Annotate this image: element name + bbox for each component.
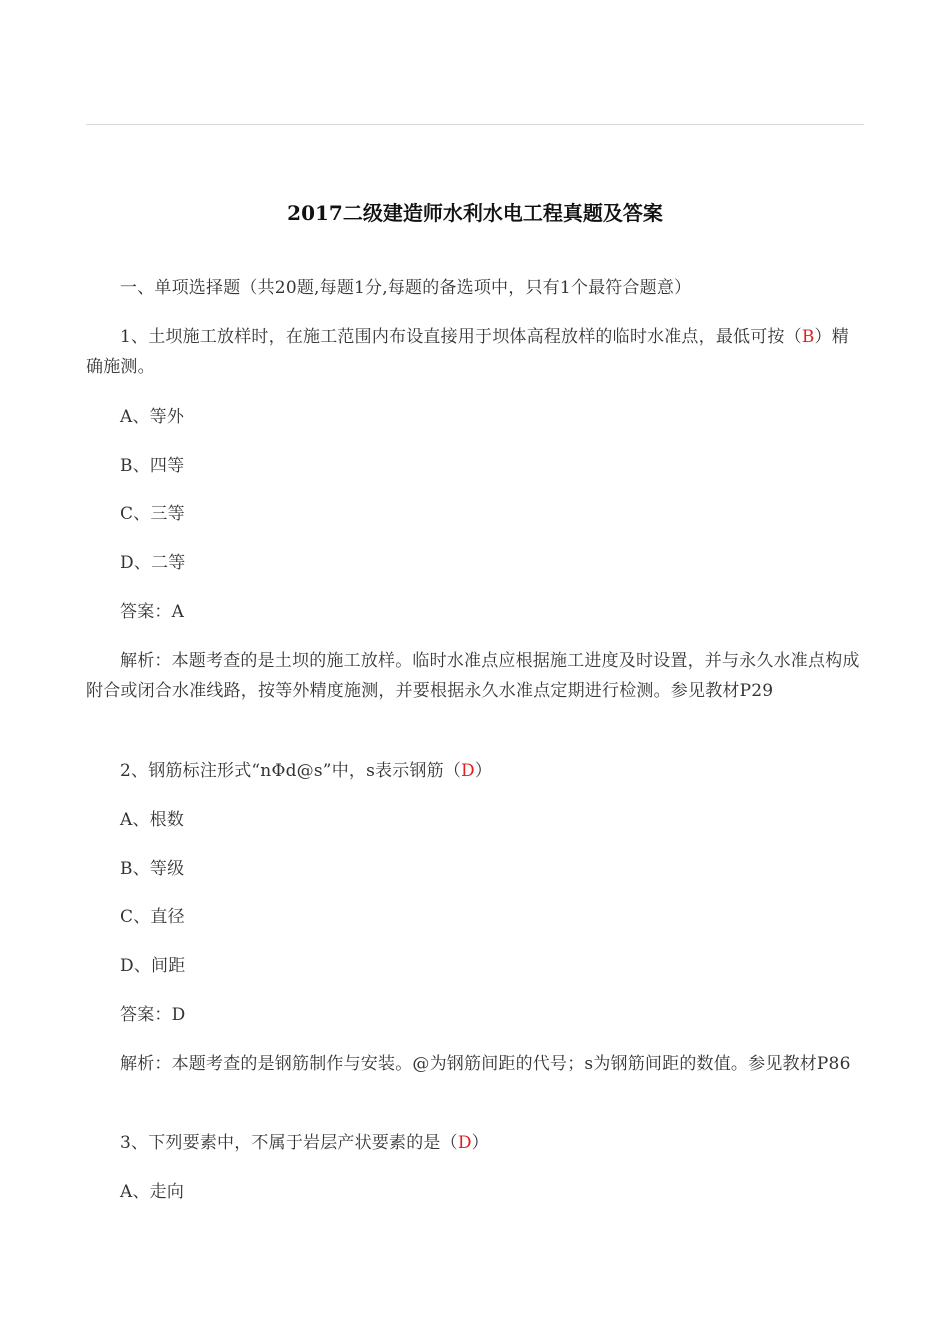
question-2-option-c: C、直径: [120, 907, 185, 927]
question-1-stem-after: ）精确施测。: [86, 327, 849, 377]
question-3-stem: [86, 1128, 864, 1158]
question-2-answer-mark: D: [461, 761, 475, 781]
question-1-option-b: B、四等: [120, 456, 185, 476]
question-1-option-d: D、二等: [120, 553, 186, 573]
question-1-answer-mark: B: [801, 327, 815, 347]
question-2-stem: [86, 756, 864, 786]
question-2-option-a: A、根数: [120, 810, 185, 830]
question-2-stem-after: ）: [474, 761, 493, 781]
question-2-option-b: B、等级: [120, 859, 185, 879]
question-1-analysis: 解析：本题考查的是土坝的施工放样。临时水准点应根据施工进度及时设置，并与永久水准点构成附合或闭合水准线路，按等外精度施测，并要根据永久水准点定期进行检测。参见教材P29: [86, 651, 860, 701]
question-1-stem-before: 1、土坝施工放样时，在施工范围内布设直接用于坝体高程放样的临时水准点，最低可按（: [120, 327, 802, 347]
question-3-option-a: A、走向: [120, 1182, 185, 1202]
question-1-option-a: A、等外: [120, 407, 185, 427]
question-2-analysis: 解析：本题考查的是钢筋制作与安装。@为钢筋间距的代号；s为钢筋间距的数值。参见教材P86: [120, 1054, 851, 1074]
document-title: 2017二级建造师水利水电工程真题及答案: [287, 201, 663, 225]
section-heading: 一、单项选择题（共20题,每题1分,每题的备选项中，只有1个最符合题意）: [120, 278, 692, 298]
question-1-option-c: C、三等: [120, 504, 185, 524]
header-divider: [86, 124, 864, 125]
question-3-stem-after: ）: [471, 1133, 489, 1153]
question-3-stem-before: 3、下列要素中，不属于岩层产状要素的是（: [120, 1133, 458, 1153]
question-1-answer: 答案：A: [120, 602, 185, 622]
question-1-stem: [86, 322, 864, 382]
question-2-answer: 答案：D: [120, 1005, 186, 1025]
question-2-option-d: D、间距: [120, 956, 186, 976]
question-2-stem-before: 2、钢筋标注形式“nΦd@s”中，s表示钢筋（: [120, 761, 462, 781]
question-3-answer-mark: D: [457, 1133, 472, 1153]
